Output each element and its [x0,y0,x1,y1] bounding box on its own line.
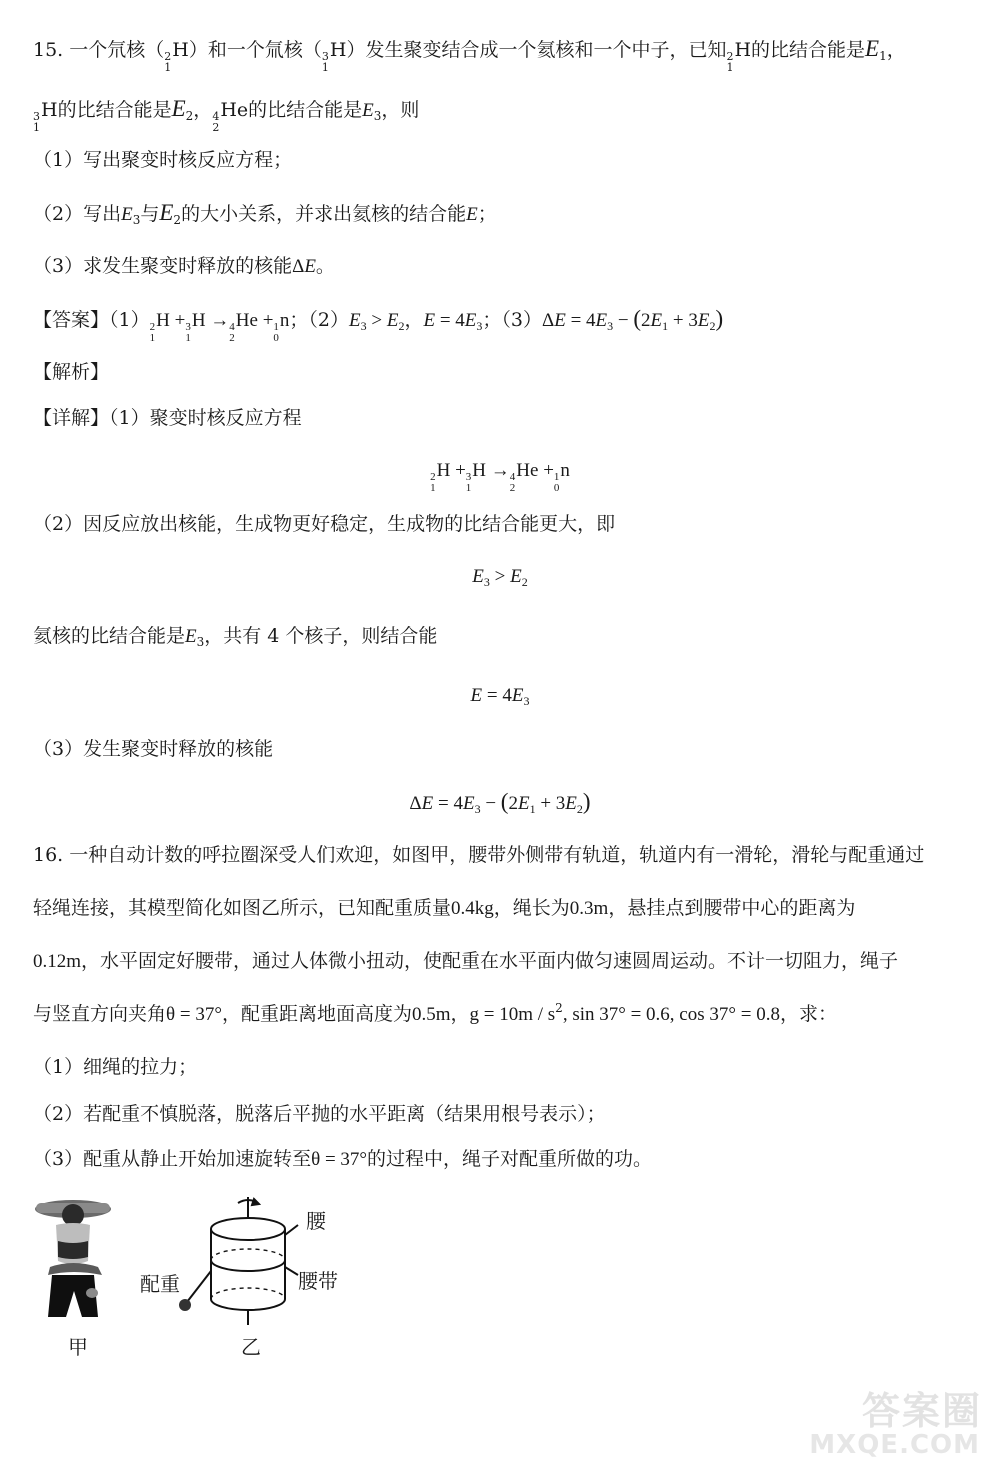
text: 15. 一个氘核（ [33,39,165,61]
label-weight: 配重 [140,1272,180,1296]
helium-symbol: 4 2He [212,99,249,134]
detail-line-3: 氦核的比结合能是$E_3$，共有 4 个核子，则结合能 [33,625,438,649]
q15-line-2: 3 1H的比结合能是$E_2$，4 2He的比结合能是$E_3$，则 [33,96,420,134]
text: ； [477,203,497,225]
text: ）发生聚变结合成一个氦核和一个中子，已知 [346,39,727,61]
equation-fusion: 2 1H +3 1H →4 2He +1 0n [430,460,570,494]
q16-part-2: （2）若配重不慎脱落，脱落后平抛的水平距离（结果用根号表示）； [33,1103,606,1125]
cylinder-model [187,1197,298,1325]
text: （3）求发生聚变时释放的核能 [33,255,293,277]
q15-answer: 【答案】（1）2 1H +3 1H →4 2He +1 0n；$(2)E_3 > E_2$，$E = 4E_3$；$(3)\Delta E = 4E_3 - (2E_1 + 3E_2)$ [33,306,724,344]
text: ，求： [779,1003,837,1025]
text: 与 [140,203,160,225]
q16-part-3 [33,1146,652,1173]
value-trig: , sin 37° = 0.6, cos 37° = 0.8 [562,1004,780,1025]
text: 的过程中，绳子对配重所做的功。 [367,1148,653,1170]
text: 的比结合能是 [57,99,172,121]
text: ；（2） [289,309,350,331]
q15-line-1: 15. 一个氘核（2 1H）和一个氚核（3 1H）发生聚变结合成一个氦核和一个中子，已知2 1H的比结合能是$E_1$， [33,36,906,74]
triton-symbol: 3 1H [33,99,58,134]
deuteron-symbol: 2 1H [726,39,752,74]
q16-line-4: 与竖直方向夹角θ = 37°，配重距离地面高度为0.5m，$g = 10m / s^2$, sin 37° = 0.6, cos 37° = 0.8，求： [33,1001,837,1025]
text: 的比结合能是 [751,39,866,61]
text: ，水平固定好腰带，通过人体微小扭动，使配重在水平面内做匀速圆周运动。不计一切阻力，绳子 [81,950,899,972]
q15-part-1: （1）写出聚变时核反应方程； [33,149,293,171]
text: 与竖直方向夹角 [33,1003,167,1025]
weight-ball [179,1299,191,1311]
text: 的比结合能是 [248,99,363,121]
watermark-logo [809,1380,990,1475]
q16-line-3 [33,948,898,975]
value-mass: 0.4kg [451,898,494,919]
text: ， [193,99,213,121]
equation-compare: $E_3 > E_2$ [472,566,528,589]
text: （1）聚变时核反应方程 [109,407,302,429]
text: 的大小关系，并求出氦核的结合能 [181,203,467,225]
watermark-top-text: 答案圈 [861,1389,982,1433]
text: 氦核的比结合能是 [33,625,186,647]
detail-line-1 [33,405,302,431]
text: （2）写出 [33,203,122,225]
answer-tag: 【答案】 [33,309,110,331]
text: （1） [109,309,150,331]
analysis-tag: 【解析】 [33,361,110,383]
label-belt: 腰带 [298,1269,338,1293]
text: ，配重距离地面高度为 [221,1003,412,1025]
q16-part-1: （1）细绳的拉力； [33,1056,198,1078]
label-waist: 腰 [306,1209,326,1233]
text: 轻绳连接，其模型简化如图乙所示，已知配重质量 [33,897,452,919]
watermark-bottom-text: MXQE.COM [809,1430,980,1460]
value-length: 0.3m [569,898,609,919]
value-height: 0.5m [411,1004,451,1025]
text: ；（3） [482,309,542,331]
text: 。 [315,255,335,277]
text: ，共有 4 个核子，则结合能 [204,625,438,647]
text: ，绳长为 [493,897,570,919]
detail-line-4: （3）发生聚变时释放的核能 [33,738,274,760]
value-gravity: g = 10m / s [469,1004,556,1025]
caption-yi: 乙 [241,1335,261,1359]
q16-line-1: 16. 一种自动计数的呼拉圈深受人们欢迎，如图甲，腰带外侧带有轨道，轨道内有一滑轮，滑轮与配重通过 [33,844,925,866]
detail-tag: 【详解】 [33,407,110,429]
detail-line-2: （2）因反应放出核能，生成物更好稳定，生成物的比结合能更大，即 [33,513,616,535]
equation-binding-energy: $E = 4E_3$ [470,685,530,708]
value-distance: 0.12m [33,951,82,972]
equation-released-energy: $\Delta E = 4E_3 - (2E_1 + 3E_2)$ [409,789,591,816]
text: （3）配重从静止开始加速旋转至 [33,1148,312,1170]
caption-jia: 甲 [68,1335,88,1359]
q15-part-3: （3）求发生聚变时释放的核能ΔE。 [33,255,335,277]
text: ，悬挂点到腰带中心的距离为 [608,897,856,919]
value-angle: θ = 37° [311,1149,368,1170]
value-angle: θ = 37° [166,1004,222,1025]
q16-line-2 [33,895,855,922]
q15-part-2: （2）写出$E_3$与$E_2$的大小关系，并求出氦核的结合能E； [33,200,497,227]
text: ）和一个氚核（ [188,39,322,61]
text: ， [450,1003,470,1025]
deuteron-symbol: 2 1H [164,39,189,74]
person-illustration [35,1200,111,1317]
text: ，则 [381,99,420,121]
triton-symbol: 3 1H [321,39,347,74]
